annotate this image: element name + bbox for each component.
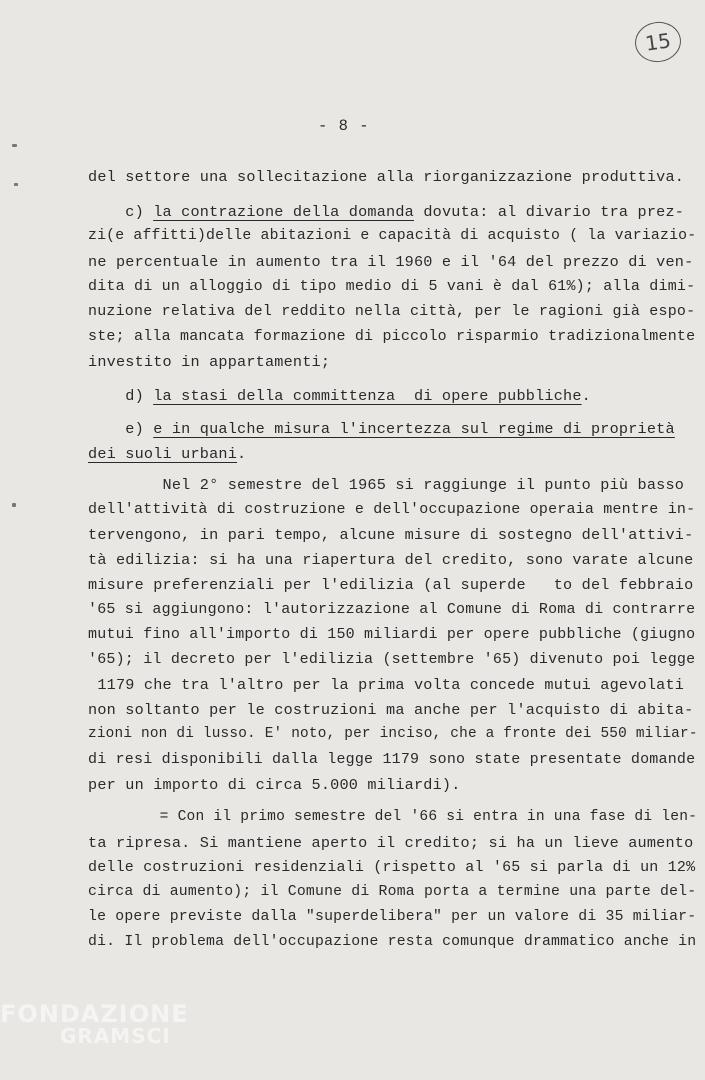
watermark-logo: FONDAZIONE GRAMSCI — [0, 1000, 189, 1048]
text-line: nuzione relativa del reddito nella città, per le ragioni già espo- — [88, 303, 696, 320]
margin-mark — [12, 144, 17, 147]
text-line: ste; alla mancata formazione di piccolo risparmio tradizionalmente — [88, 328, 696, 345]
text-line: delle costruzioni residenziali (rispetto al '65 si parla di un 12% — [88, 859, 696, 876]
text-line: zioni non di lusso. E' noto, per inciso, che a fronte dei 550 miliar- — [88, 726, 698, 742]
text-line: investito in appartamenti; — [88, 353, 331, 371]
text-line: tà edilizia: si ha una riapertura del credito, sono varate alcune — [88, 551, 694, 569]
text-line: di resi disponibili dalla legge 1179 sono state presentate domande — [88, 751, 696, 768]
text-line: per un importo di circa 5.000 miliardi). — [88, 776, 461, 794]
text-line: del settore una sollecitazione alla riorganizzazione produttiva. — [88, 168, 685, 186]
text-line: circa di aumento); il Comune di Roma porta a termine una parte del- — [88, 884, 697, 900]
margin-mark — [12, 503, 16, 507]
text-line: le opere previste dalla "superdelibera" per un valore di 35 miliar- — [88, 909, 697, 925]
text-line: c) la contrazione della domanda dovuta: al divario tra prez- — [88, 203, 685, 221]
text-line: '65 si aggiungono: l'autorizzazione al Comune di Roma di contrarre — [88, 601, 696, 618]
text-line: Nel 2° semestre del 1965 si raggiunge il punto più basso — [88, 476, 685, 494]
underlined-phrase: dei suoli urbani — [88, 445, 238, 463]
text-line: d) la stasi della committenza di opere pubbliche. — [88, 387, 591, 405]
text-line: dei suoli urbani. — [88, 445, 247, 463]
page-number: - 8 - — [318, 117, 370, 135]
text-line: e) e in qualche misura l'incertezza sul regime di proprietà — [88, 420, 675, 438]
text-line: 1179 che tra l'altro per la prima volta concede mutui agevolati — [88, 676, 685, 694]
text-line: ta ripresa. Si mantiene aperto il credito; si ha un lieve aumento — [88, 834, 694, 852]
text-line: zi(e affitti)delle abitazioni e capacità di acquisto ( la variazio- — [88, 228, 697, 244]
text-line: tervengono, in pari tempo, alcune misure di sostegno dell'attivi- — [88, 526, 694, 544]
text-line: di. Il problema dell'occupazione resta comunque drammatico anche in — [88, 934, 697, 950]
text-line: = Con il primo semestre del '66 si entra in una fase di len- — [88, 809, 698, 825]
text-line: ne percentuale in aumento tra il 1960 e il '64 del prezzo di ven- — [88, 253, 694, 271]
text-line: '65); il decreto per l'edilizia (settembre '65) divenuto poi legge — [88, 651, 696, 668]
margin-mark — [14, 183, 18, 186]
underlined-phrase: e in qualche misura l'incertezza sul regime di proprietà — [153, 420, 675, 438]
underlined-phrase: la stasi della committenza di opere pubbliche — [153, 387, 582, 405]
text-line: non soltanto per le costruzioni ma anche per l'acquisto di abita- — [88, 701, 694, 719]
text-line: dell'attività di costruzione e dell'occupazione operaia mentre in- — [88, 501, 696, 518]
underlined-phrase: la contrazione della domanda — [153, 203, 414, 221]
text-line: mutui fino all'importo di 150 miliardi per opere pubbliche (giugno — [88, 626, 696, 643]
text-line: misure preferenziali per l'edilizia (al superde to del febbraio — [88, 576, 694, 594]
text-line: dita di un alloggio di tipo medio di 5 vani è dal 61%); alla dimi- — [88, 278, 696, 295]
page-stamp: 15 — [632, 19, 683, 65]
